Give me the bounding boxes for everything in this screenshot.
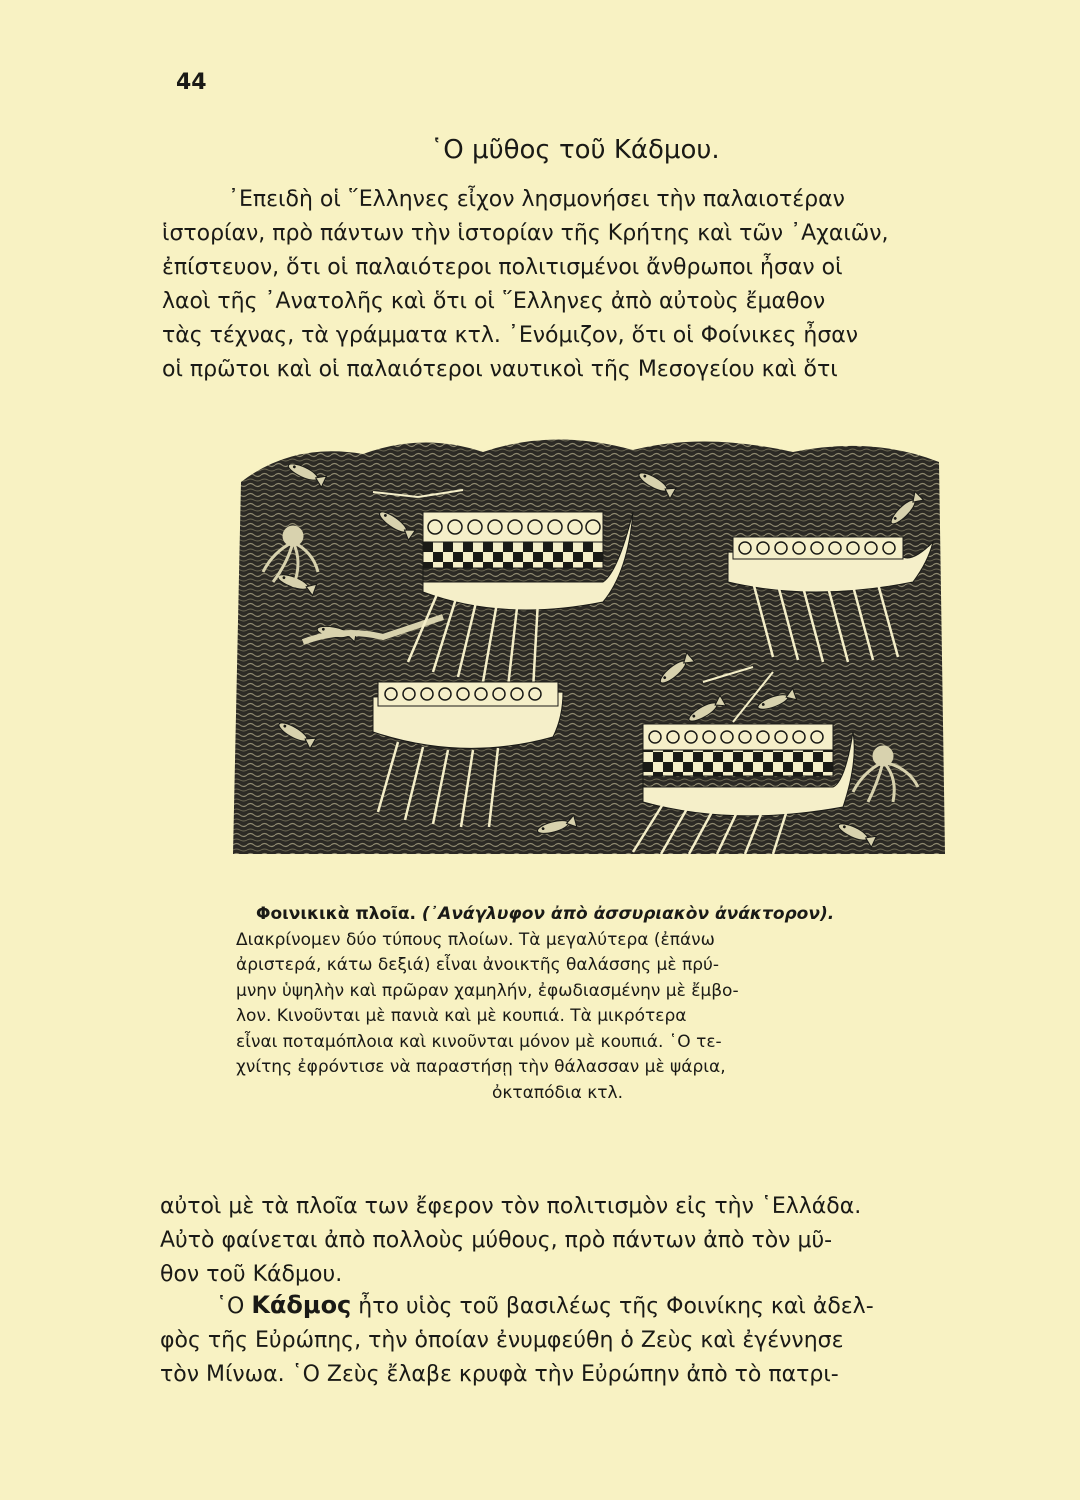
caption-line: ὀκταπόδια κτλ. bbox=[492, 1082, 623, 1103]
caption-line: μνην ὑψηλὴν καὶ πρῶραν χαμηλήν, ἐφωδιασμένην μὲ ἔμβο- bbox=[236, 980, 739, 1001]
text-line: θον τοῦ Κάδμου. bbox=[160, 1262, 343, 1287]
text-line: τὸν Μίνωα. ῾Ο Ζεὺς ἔλαβε κρυφὰ τὴν Εὐρώπην ἀπὸ τὸ πατρι- bbox=[160, 1362, 839, 1387]
text-line: οἱ πρῶτοι καὶ οἱ παλαιότεροι ναυτικοὶ τῆς Μεσογείου καὶ ὅτι bbox=[162, 357, 838, 382]
caption-title: Φοινικικὰ πλοῖα. bbox=[256, 904, 416, 924]
kadmos-name: Κάδμος bbox=[251, 1291, 352, 1319]
chapter-title: ῾Ο μῦθος τοῦ Κάδμου. bbox=[430, 135, 720, 165]
text-line: φὸς τῆς Εὐρώπης, τὴν ὁποίαν ἐνυμφεύθη ὁ Ζεὺς καὶ ἐγέννησε bbox=[160, 1328, 844, 1353]
continuation-paragraph bbox=[160, 1190, 1020, 1292]
text-line: ἦτο υἱὸς τοῦ βασιλέως τῆς Φοινίκης καὶ ἀδελ- bbox=[358, 1294, 874, 1319]
text-line: Αὐτὸ φαίνεται ἀπὸ πολλοὺς μύθους, πρὸ πάντων ἀπὸ τὸν μῦ- bbox=[160, 1228, 833, 1253]
text-line: αὐτοὶ μὲ τὰ πλοῖα των ἔφερον τὸν πολιτισμὸν εἰς τὴν ῾Ελλάδα. bbox=[160, 1194, 862, 1219]
intro-paragraph bbox=[162, 183, 1032, 387]
text-line: τὰς τέχνας, τὰ γράμματα κτλ. ᾿Ενόμιζον, ὅτι οἱ Φοίνικες ἦσαν bbox=[162, 323, 859, 348]
kadmos-article: ῾Ο bbox=[216, 1294, 245, 1319]
ship-relief-illustration bbox=[233, 432, 947, 854]
caption-line: χνίτης ἐφρόντισε νὰ παραστήσῃ τὴν θάλασσαν μὲ ψάρια, bbox=[236, 1057, 726, 1077]
caption-line: εἶναι ποταμόπλοια καὶ κινοῦνται μόνον μὲ κουπιά. ῾Ο τε- bbox=[236, 1031, 722, 1052]
text-line: ᾿Επειδὴ οἱ ῞Ελληνες εἶχον λησμονήσει τὴν παλαιοτέραν bbox=[228, 187, 845, 212]
kadmos-paragraph bbox=[160, 1288, 1020, 1392]
text-line: λαοὶ τῆς ᾿Ανατολῆς καὶ ὅτι οἱ ῞Ελληνες ἀπὸ αὐτοὺς ἔμαθον bbox=[162, 289, 826, 314]
figure-caption bbox=[236, 902, 948, 1106]
caption-line: Διακρίνομεν δύο τύπους πλοίων. Τὰ μεγαλύτερα (ἐπάνω bbox=[236, 929, 715, 950]
caption-line: λον. Κινοῦνται μὲ πανιὰ καὶ μὲ κουπιά. Τὰ μικρότερα bbox=[236, 1006, 687, 1026]
text-line: ἐπίστευον, ὅτι οἱ παλαιότεροι πολιτισμένοι ἄνθρωποι ἦσαν οἱ bbox=[162, 255, 843, 280]
text-line: ἱστορίαν, πρὸ πάντων τὴν ἱστορίαν τῆς Κρήτης καὶ τῶν ᾿Αχαιῶν, bbox=[162, 221, 889, 246]
caption-source: (᾿Ανάγλυφον ἀπὸ ἀσσυριακὸν ἀνάκτορον). bbox=[421, 904, 835, 924]
page-number: 44 bbox=[176, 70, 207, 95]
caption-line: ἀριστερά, κάτω δεξιά) εἶναι ἀνοικτῆς θαλάσσης μὲ πρύ- bbox=[236, 955, 719, 975]
